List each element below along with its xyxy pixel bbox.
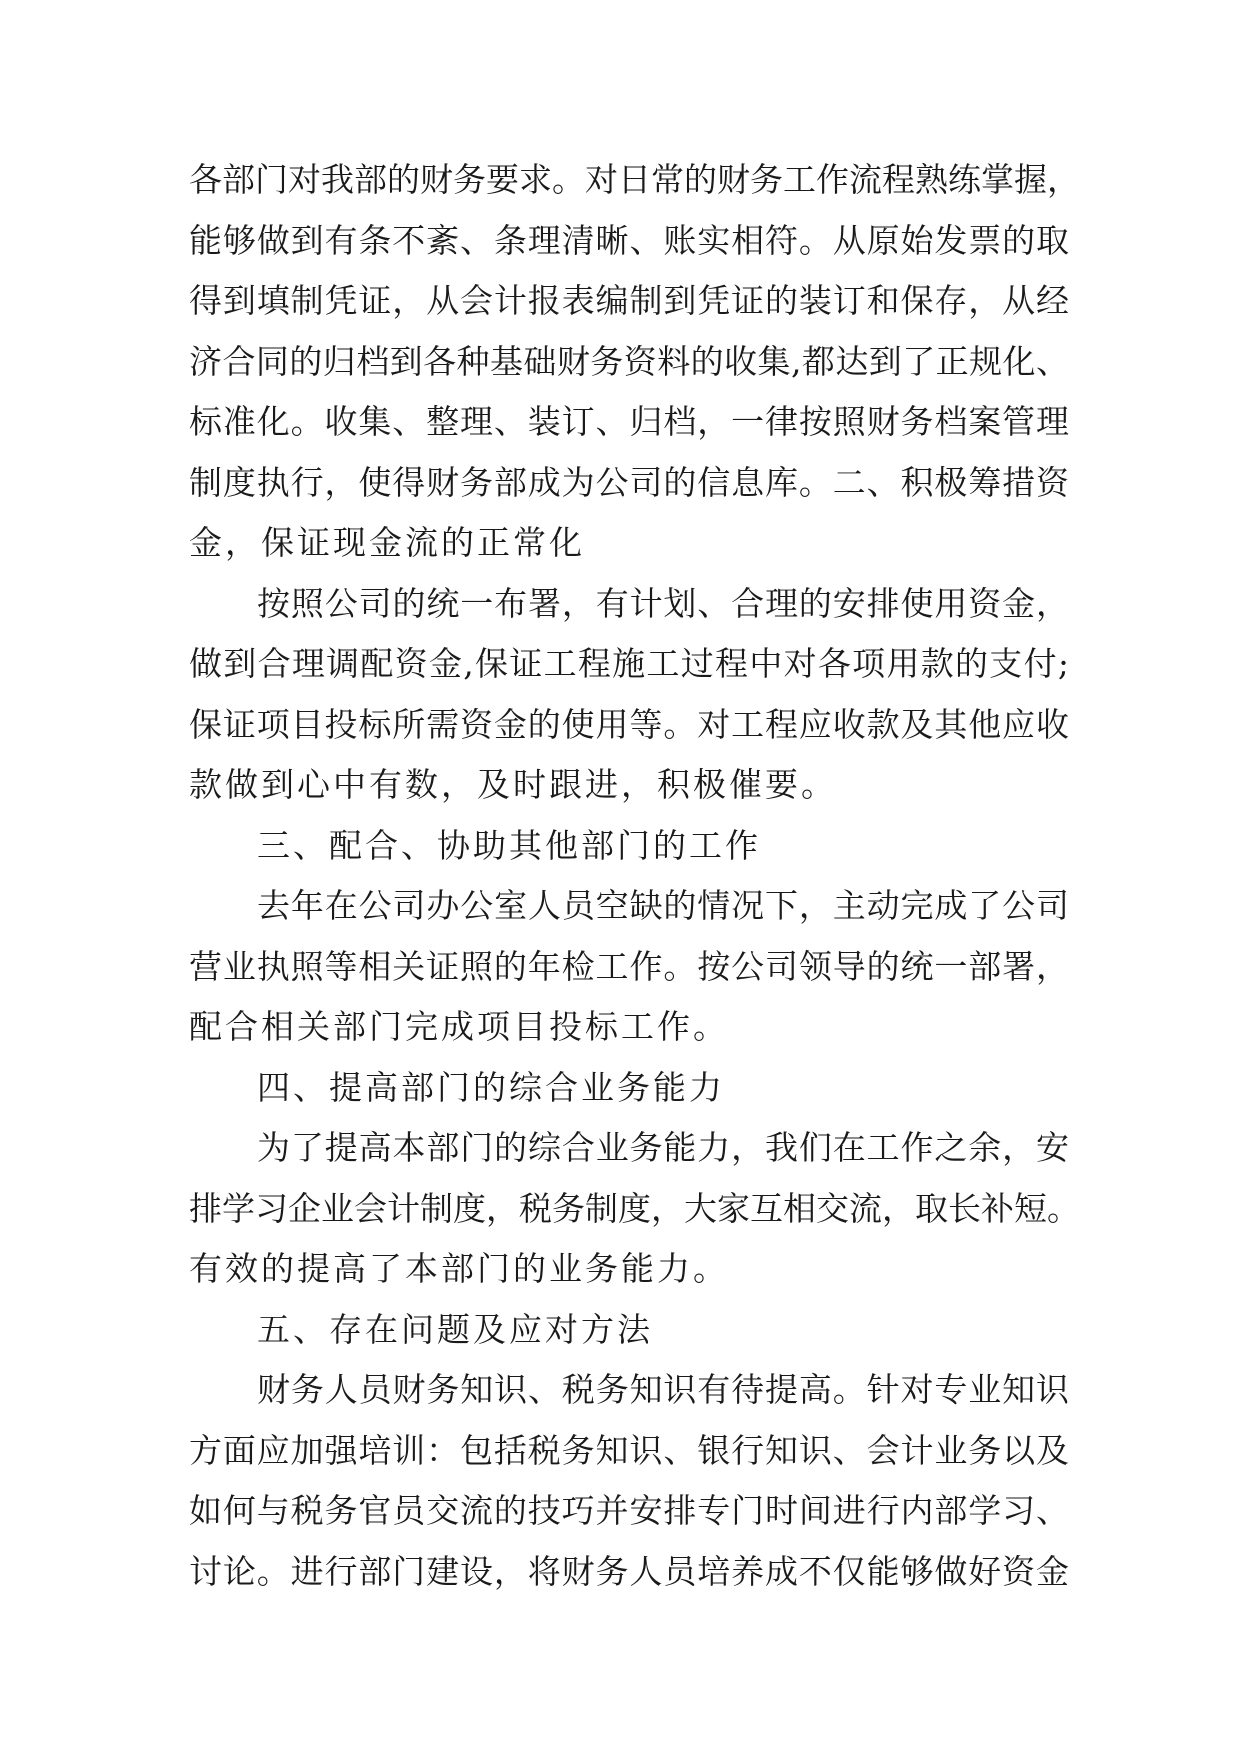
paragraph-first-line: 财务人员财务知识、税务知识有待提高。针对专业知识 (257, 1370, 1069, 1409)
text-line: 有效的提高了本部门的业务能力。 (189, 1249, 729, 1288)
text-line: 金，保证现金流的正常化 (189, 523, 585, 562)
text-line: 保证项目投标所需资金的使用等。对工程应收款及其他应收 (189, 704, 1069, 744)
text-line: 方面应加强培训：包括税务知识、银行知识、会计业务以及 (189, 1430, 1069, 1470)
text-line: 款做到心中有数，及时跟进，积极催要。 (189, 765, 837, 804)
text-line: 标准化。收集、整理、装订、归档，一律按照财务档案管理 (189, 402, 1069, 441)
document-body (189, 150, 1080, 1602)
text-line: 讨论。进行部门建设，将财务人员培养成不仅能够做好资金 (189, 1551, 1069, 1591)
text-line: 能够做到有条不紊、条理清晰、账实相符。从原始发票的取 (189, 220, 1069, 260)
text-line: 如何与税务官员交流的技巧并安排专门时间进行内部学习、 (189, 1491, 1069, 1530)
text-line: 配合相关部门完成项目投标工作。 (189, 1007, 729, 1046)
text-line: 各部门对我部的财务要求。对日常的财务工作流程熟练掌握， (189, 160, 1080, 199)
text-line: 济合同的归档到各种基础财务资料的收集,都达到了正规化、 (189, 341, 1069, 381)
text-line: 做到合理调配资金,保证工程施工过程中对各项用款的支付; (189, 644, 1069, 683)
section-heading: 三、配合、协助其他部门的工作 (257, 825, 761, 865)
section-heading: 四、提高部门的综合业务能力 (257, 1067, 725, 1107)
paragraph-first-line: 为了提高本部门的综合业务能力，我们在工作之余，安 (257, 1128, 1069, 1167)
section-heading: 五、存在问题及应对方法 (257, 1309, 653, 1349)
text-line: 排学习企业会计制度，税务制度，大家互相交流，取长补短。 (189, 1188, 1080, 1228)
paragraph-first-line: 去年在公司办公室人员空缺的情况下，主动完成了公司 (257, 886, 1069, 925)
text-line: 制度执行，使得财务部成为公司的信息库。二、积极筹措资 (189, 462, 1069, 502)
text-line: 得到填制凭证，从会计报表编制到凭证的装订和保存，从经 (189, 281, 1069, 320)
text-line: 营业执照等相关证照的年检工作。按公司领导的统一部署， (189, 946, 1069, 986)
paragraph-first-line: 按照公司的统一布署，有计划、合理的安排使用资金， (257, 583, 1069, 623)
